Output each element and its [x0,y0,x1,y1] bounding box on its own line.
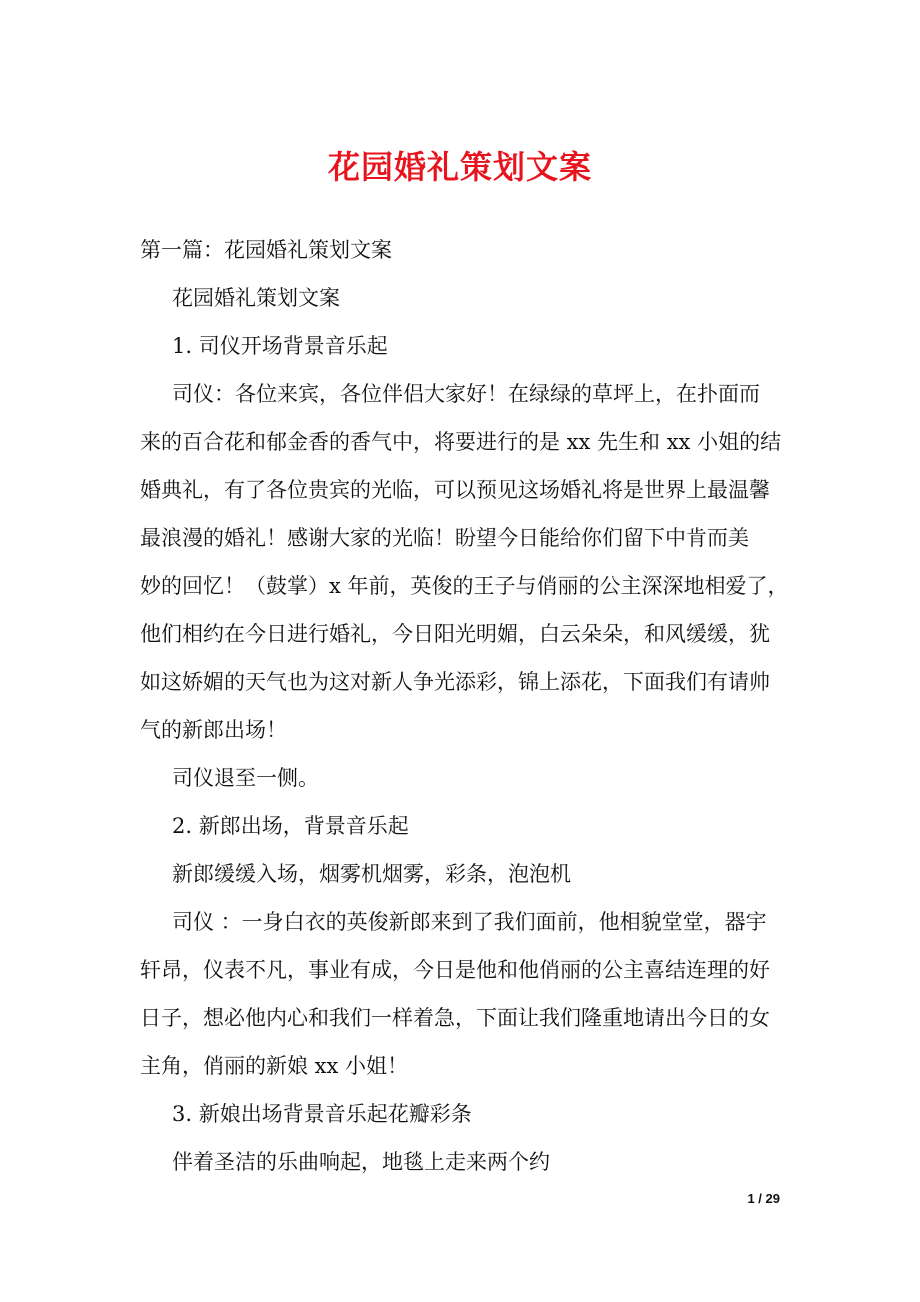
list-item-heading: 2. 新郎出场，背景音乐起 [172,814,409,838]
paragraph-line: 新郎缓缓入场，烟雾机烟雾，彩条，泡泡机 [172,862,571,886]
list-item-heading: 1. 司仪开场背景音乐起 [172,334,388,358]
paragraph-line: 气的新郎出场！ [140,718,287,742]
paragraph-line: 妙的回忆！（鼓掌）x 年前，英俊的王子与俏丽的公主深深地相爱了， [140,574,789,598]
paragraph-line: 伴着圣洁的乐曲响起，地毯上走来两个约 [172,1150,550,1174]
paragraph-line: 来的百合花和郁金香的香气中，将要进行的是 xx 先生和 xx 小姐的结 [140,430,782,454]
paragraph-line: 如这娇媚的天气也为这对新人争光添彩，锦上添花，下面我们有请帅 [140,670,770,694]
document-body [140,226,789,1186]
list-item-heading: 3. 新娘出场背景音乐起花瓣彩条 [172,1102,472,1126]
page-number: 1 / 29 [747,1191,780,1206]
paragraph-line: 司仪退至一侧。 [172,766,319,790]
paragraph-line: 轩昂，仪表不凡，事业有成，今日是他和他俏丽的公主喜结连理的好 [140,958,770,982]
document-title: 花园婚礼策划文案 [327,148,592,186]
paragraph-line: 最浪漫的婚礼！感谢大家的光临！盼望今日能给你们留下中肯而美 [140,526,749,550]
paragraph-line: 婚典礼，有了各位贵宾的光临，可以预见这场婚礼将是世界上最温馨 [140,478,770,502]
paragraph-line: 主角，俏丽的新娘 xx 小姐！ [140,1054,409,1078]
paragraph-line: 他们相约在今日进行婚礼，今日阳光明媚，白云朵朵，和风缓缓，犹 [140,622,770,646]
paragraph-line: 司仪 ：一身白衣的英俊新郎来到了我们面前，他相貌堂堂，器宇 [172,910,767,934]
paragraph-line: 司仪：各位来宾，各位伴侣大家好！在绿绿的草坪上，在扑面而 [172,382,760,406]
subtitle-line: 花园婚礼策划文案 [172,286,340,310]
section-heading: 第一篇：花园婚礼策划文案 [140,238,392,262]
paragraph-line: 日子，想必他内心和我们一样着急，下面让我们隆重地请出今日的女 [140,1006,770,1030]
